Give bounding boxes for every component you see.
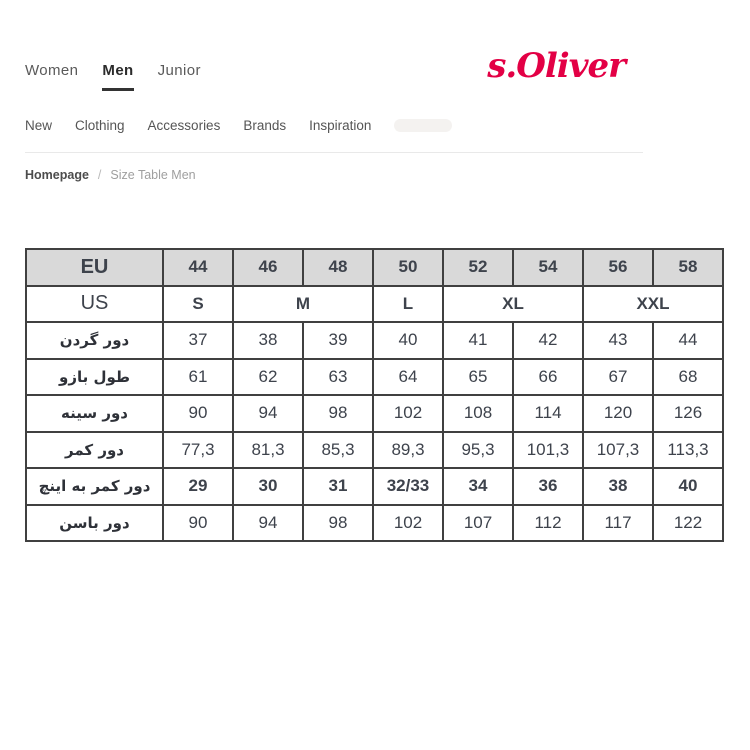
measurement-row (26, 395, 723, 432)
row-label-cell: دور سینه (26, 395, 163, 432)
nav-inspiration[interactable]: Inspiration (309, 118, 372, 133)
row-label-cell: طول بازو (26, 359, 163, 396)
breadcrumb-current: Size Table Men (110, 168, 196, 182)
eu-size-cell: 50 (373, 249, 443, 286)
value-cell: 126 (653, 395, 723, 432)
nav-junior[interactable]: Junior (157, 62, 201, 79)
measurement-row (26, 505, 723, 542)
nav-women[interactable]: Women (25, 62, 79, 79)
us-size-cell: M (233, 286, 373, 323)
value-cell: 32/33 (373, 468, 443, 505)
nav-brands[interactable]: Brands (243, 118, 287, 133)
faded-nav-item (394, 119, 452, 132)
gender-nav (25, 62, 201, 79)
eu-header-row (26, 249, 723, 286)
value-cell: 63 (303, 359, 373, 396)
us-size-cell: L (373, 286, 443, 323)
breadcrumb-homepage[interactable]: Homepage (25, 168, 89, 182)
value-cell: 107 (443, 505, 513, 542)
value-cell: 122 (653, 505, 723, 542)
eu-size-cell: 44 (163, 249, 233, 286)
value-cell: 44 (653, 322, 723, 359)
value-cell: 108 (443, 395, 513, 432)
measurement-row (26, 468, 723, 505)
value-cell: 102 (373, 395, 443, 432)
value-cell: 31 (303, 468, 373, 505)
nav-new[interactable]: New (25, 118, 53, 133)
eu-size-cell: 58 (653, 249, 723, 286)
size-table-body (26, 249, 723, 541)
eu-size-cell: 46 (233, 249, 303, 286)
eu-size-cell: 56 (583, 249, 653, 286)
header-divider (25, 152, 643, 153)
value-cell: 113,3 (653, 432, 723, 469)
nav-men[interactable]: Men (102, 62, 134, 79)
value-cell: 41 (443, 322, 513, 359)
value-cell: 36 (513, 468, 583, 505)
value-cell: 34 (443, 468, 513, 505)
breadcrumb (25, 168, 196, 182)
value-cell: 81,3 (233, 432, 303, 469)
value-cell: 107,3 (583, 432, 653, 469)
value-cell: 30 (233, 468, 303, 505)
us-size-cell: S (163, 286, 233, 323)
size-table (25, 248, 724, 542)
value-cell: 42 (513, 322, 583, 359)
value-cell: 66 (513, 359, 583, 396)
value-cell: 43 (583, 322, 653, 359)
breadcrumb-separator: / (97, 168, 102, 182)
value-cell: 68 (653, 359, 723, 396)
row-label-cell: دور گردن (26, 322, 163, 359)
value-cell: 98 (303, 395, 373, 432)
category-nav (25, 118, 452, 133)
value-cell: 37 (163, 322, 233, 359)
eu-label-cell: EU (26, 249, 163, 286)
value-cell: 38 (233, 322, 303, 359)
value-cell: 95,3 (443, 432, 513, 469)
value-cell: 65 (443, 359, 513, 396)
value-cell: 89,3 (373, 432, 443, 469)
row-label-cell: دور کمر به اینچ (26, 468, 163, 505)
value-cell: 114 (513, 395, 583, 432)
nav-clothing[interactable]: Clothing (75, 118, 125, 133)
value-cell: 98 (303, 505, 373, 542)
value-cell: 90 (163, 395, 233, 432)
value-cell: 29 (163, 468, 233, 505)
us-size-cell: XL (443, 286, 583, 323)
value-cell: 77,3 (163, 432, 233, 469)
row-label-cell: دور باسن (26, 505, 163, 542)
measurement-row (26, 359, 723, 396)
value-cell: 90 (163, 505, 233, 542)
value-cell: 120 (583, 395, 653, 432)
value-cell: 94 (233, 395, 303, 432)
eu-size-cell: 48 (303, 249, 373, 286)
us-header-row (26, 286, 723, 323)
eu-size-cell: 54 (513, 249, 583, 286)
nav-accessories[interactable]: Accessories (147, 118, 221, 133)
value-cell: 117 (583, 505, 653, 542)
value-cell: 94 (233, 505, 303, 542)
measurement-row (26, 432, 723, 469)
us-label-cell: US (26, 286, 163, 323)
value-cell: 102 (373, 505, 443, 542)
value-cell: 85,3 (303, 432, 373, 469)
value-cell: 112 (513, 505, 583, 542)
value-cell: 61 (163, 359, 233, 396)
row-label-cell: دور کمر (26, 432, 163, 469)
value-cell: 39 (303, 322, 373, 359)
value-cell: 40 (373, 322, 443, 359)
measurement-row (26, 322, 723, 359)
value-cell: 67 (583, 359, 653, 396)
brand-logo[interactable]: s.Oliver (487, 46, 625, 86)
eu-size-cell: 52 (443, 249, 513, 286)
value-cell: 62 (233, 359, 303, 396)
value-cell: 101,3 (513, 432, 583, 469)
value-cell: 40 (653, 468, 723, 505)
us-size-cell: XXL (583, 286, 723, 323)
value-cell: 38 (583, 468, 653, 505)
value-cell: 64 (373, 359, 443, 396)
